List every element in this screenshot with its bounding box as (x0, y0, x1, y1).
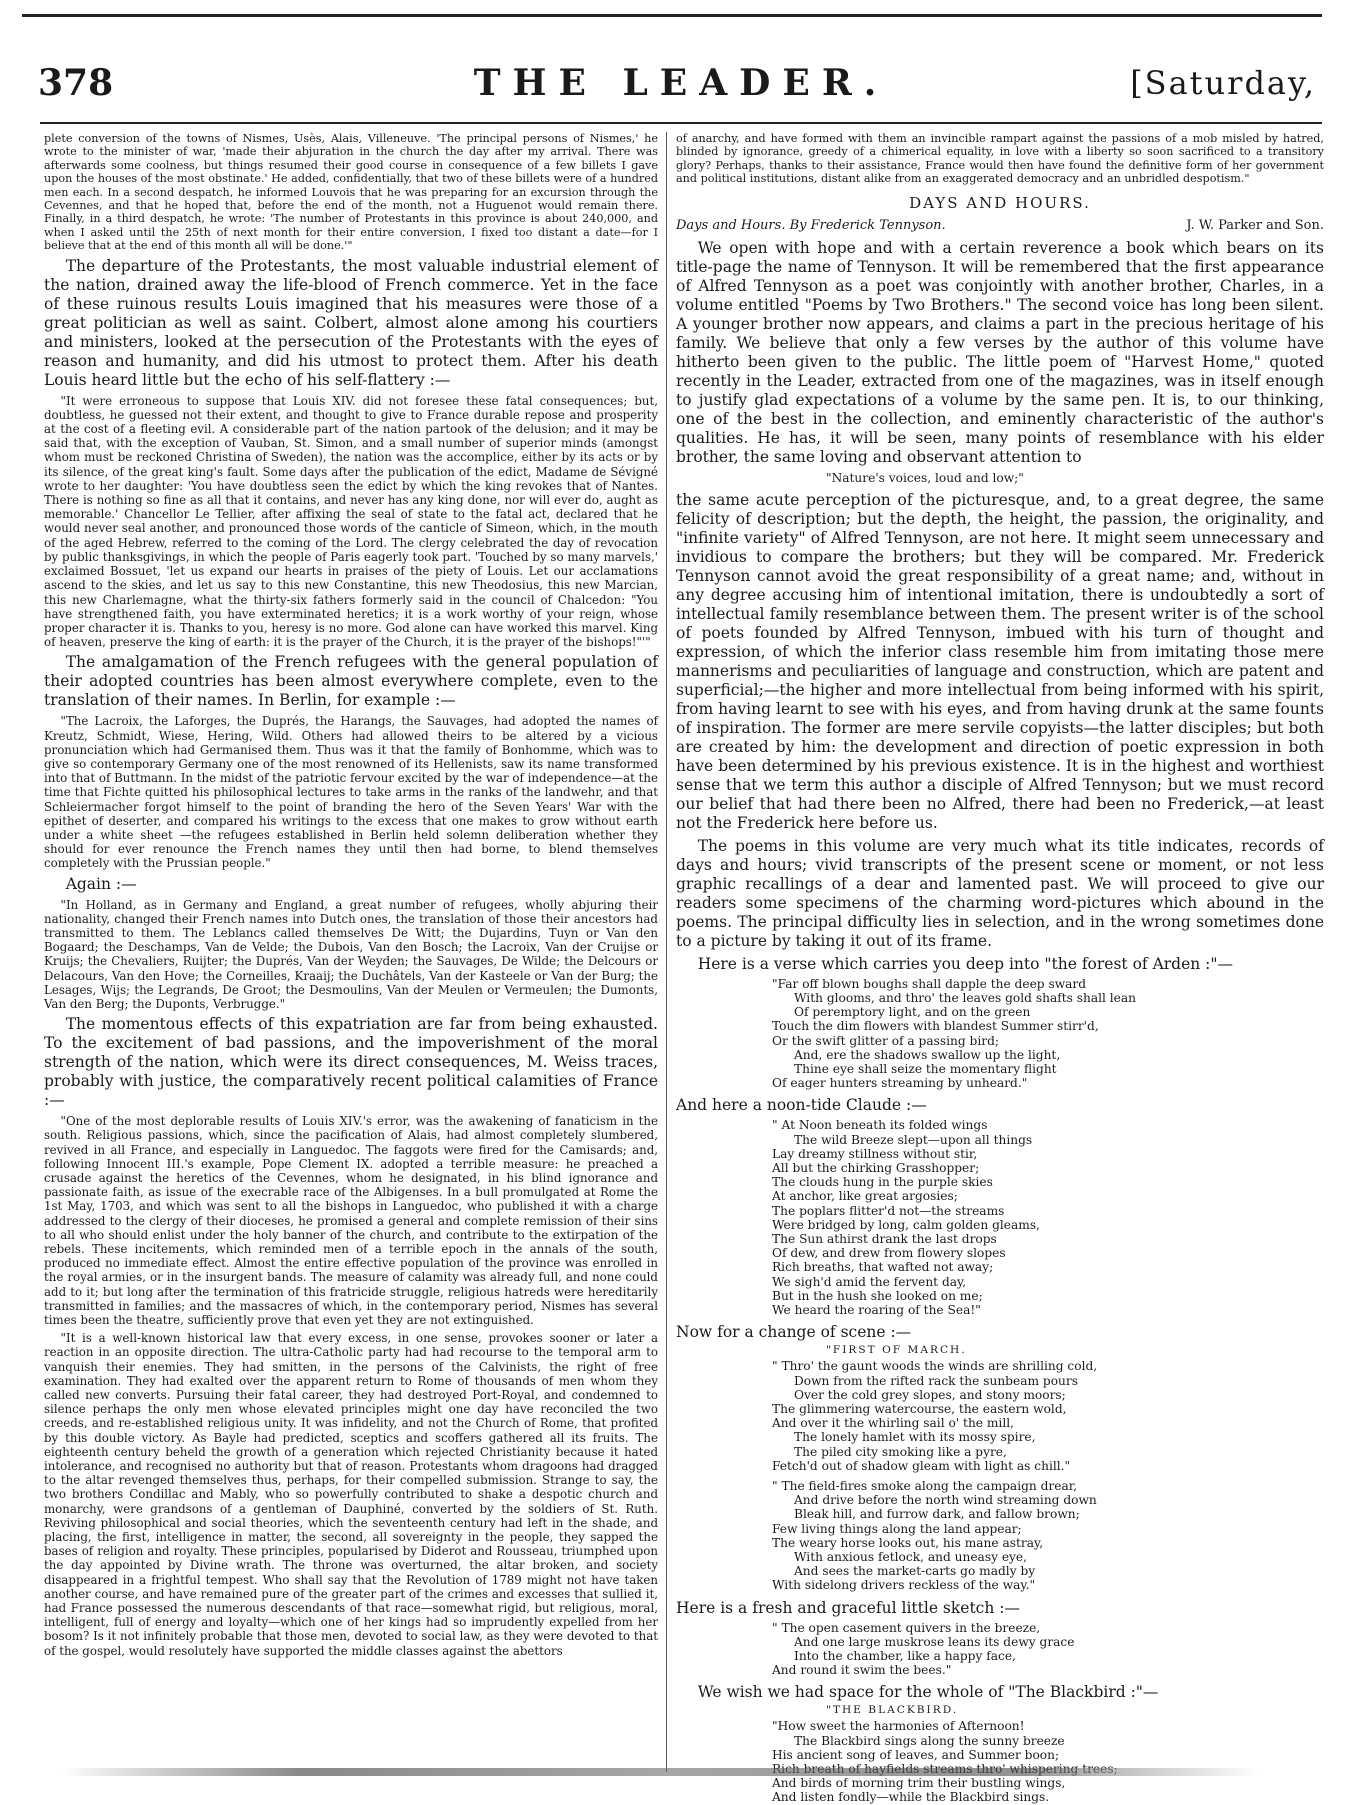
verse-line: Fetch'd out of shadow gleam with light as chill." (772, 1458, 1071, 1473)
verse-line: And, ere the shadows swallow up the light, (794, 1047, 1061, 1062)
verse-line: At anchor, like great argosies; (772, 1189, 958, 1204)
column-divider (666, 132, 667, 1772)
scan-shadow (60, 1768, 1260, 1776)
left-quote-fanaticism: "One of the most deplorable results of Louis XIV.'s error, was the awakening of fanaticism in the south. Religious passions, which, since the pacification of Alais, had almost completely slumbered, revived in all France, and especially in Languedoc. The faggots were fired for the Camisards; and, following Innocent III.'s example, Pope Clement IX. adopted a terrible measure: he preached a crusade against the heretics of the Cevennes, whom he designated, in his blind ignorance and passionate faith, as issue of the execrable race of the Albigenses. In a bull promulgated at Rome the 1st May, 1703, and which was sent to all the bishops in Languedoc, who published it with a charge addressed to the clergy of their dioceses, he promised a general and complete remission of their sins to all who should enlist under the holy banner of the church, and contribute to the extirpation of the rebels. These incitements, which reminded men of a terrible epoch in the annals of the south, produced no immediate effect. Almost the entire effective population of the province was enrolled in the royal armies, or in the insurgent bands. The measure of calamity was already full, and none could add to it; but long after the termination of this fratricide struggle, religious hatreds were hereditarily transmitted in families; and the massacres of which, in the contemporary period, Nismes has several times been the theatre, sufficiently prove that even yet they are not extinguished. (44, 1114, 658, 1328)
verse-line: "How sweet the harmonies of Afternoon! (772, 1719, 1025, 1734)
right-column (676, 132, 1324, 1805)
verse-line: Of eager hunters streaming by unheard." (772, 1076, 1028, 1091)
verse-line: The weary horse looks out, his mane astray, (772, 1535, 1044, 1550)
verse-line: Over the cold grey slopes, and stony moors; (794, 1387, 1066, 1402)
lead-in-sketch: Here is a fresh and graceful little sketch :— (676, 1598, 1020, 1617)
lead-in-change: Now for a change of scene :— (676, 1323, 912, 1342)
verse-line: Few living things along the land appear; (772, 1521, 1022, 1536)
issue-day: [Saturday, (1130, 64, 1316, 102)
verse-line: " At Noon beneath its folded wings (772, 1118, 988, 1133)
book-title: Days and Hours. By Frederick Tennyson. (676, 217, 946, 233)
verse-line: And sees the market-carts go madly by (794, 1564, 1036, 1579)
left-paragraph-amalgamation: The amalgamation of the French refugees with the general population of their adopted countries has been almost everywhere complete, even to the translation of their names. In Berlin, for example :— (44, 653, 658, 710)
right-quote-continued: of anarchy, and have formed with them an invincible rampart against the passions of a mob misled by hatred, blinded by ignorance, greedy of a chimerical equality, in love with a liberty so soon sacrificed to a transitory glory? Perhaps, thanks to their assistance, France would then have found the definitive form of her government and political institutions, distant alike from an exaggerated democracy and an unbridled despotism." (676, 132, 1324, 186)
masthead: THE LEADER. (473, 62, 889, 104)
left-paragraph-momentous: The momentous effects of this expatriation are far from being exhausted. To the excitement of bad passions, and the impoverishment of the moral strength of the nation, which were its direct consequences, M. Weiss traces, probably with justice, the comparatively recent political calamities of France :— (44, 1015, 658, 1110)
verse-line: And listen fondly—while the Blackbird sings. (772, 1790, 1050, 1805)
verse-march-2 (676, 1479, 1324, 1593)
verse-line: The poplars flitter'd not—the streams (772, 1203, 1005, 1218)
verse-line: The clouds hung in the purple skies (772, 1175, 993, 1190)
verse-line: Lay dreamy stillness without stir, (772, 1146, 978, 1161)
left-quote-louis: "It were erroneous to suppose that Louis XIV. did not foresee these fatal consequences; but, doubtless, he guessed not their extent, and thought to give to France durable repose and prosperity at the cost of a fleeting evil. A considerable part of the nation partook of the delusion; and it may be said that, with the exception of Vauban, St. Simon, and a small number of superior minds (amongst whom must be reckoned Christina of Sweden), the nation was the accomplice, either by its acts or by its silence, of the great king's fault. Some days after the publication of the edict, Madame de Sévigné wrote to her daughter: 'You have doubtless seen the edict by which the king revokes that of Nantes. There is nothing so fine as all that it contains, and never has any king done, nor will ever do, aught as memorable.' Chancellor Le Tellier, after affixing the seal of state to the fatal act, declared that he would never seal another, and pronounced those words of the canticle of Simeon, which, in the mouth of the aged Hebrew, referred to the coming of the Lord. The clergy celebrated the day of revocation by public thanksgivings, in which the people of Paris eagerly took part. 'Touched by so many marvels,' exclaimed Bossuet, 'let us expand our hearts in praises of the piety of Louis. Let our acclamations ascend to the skies, and let us say to this new Constantine, this new Theodosius, this new Marcian, this new Charlemagne, what the thirty-six fathers formerly said in the council of Chalcedon: "You have strengthened faith, you have exterminated heretics; it is a work worthy of your reign, whose proper character it is. Thanks to you, heresy is no more. God alone can have worked this marvel. King of heaven, preserve the king of earth: it is the prayer of the Church, it is the prayer of the bishops!"'" (44, 393, 658, 650)
top-rule (22, 14, 1322, 17)
verse-noon (676, 1118, 1324, 1317)
verse-line: " The field-fires smoke along the campaign drear, (772, 1478, 1078, 1493)
left-quote-reaction: "It is a well-known historical law that every excess, in one sense, provokes sooner or later a reaction in an opposite direction. The ultra-Catholic party had had recourse to the temporal arm to vanquish their enemies. They had smitten, in the persons of the Calvinists, the right of free examination. They had exalted over the apparent return to Rome of thousands of men whom they called new converts. Pursuing their fatal career, they had destroyed Port-Royal, and condemned to silence perhaps the only men whose elevated principles might one day have reconciled the two creeds, and re-established religious unity. It was infidelity, and not the Church of Rome, that profited by this double victory. As Bayle had predicted, sceptics and scoffers gathered all its fruits. The eighteenth century beheld the growth of a generation which rejected Christianity because it hated intolerance, and recognised no authority but that of reason. Protestants whom dragoons had dragged to the altar revenged themselves thus, perhaps, for their compelled submission. Strange to say, the two brothers Condillac and Mably, who so powerfully contributed to shake a despotic church and monarchy, were grandsons of a gentleman of Dauphiné, converted by the soldiers of St. Ruth. Reviving philosophical and social theories, which the seventeenth century had left in the shade, and placing, the first, intelligence in matter, the second, all sovereignty in the people, they sapped the bases of religion and royalty. These principles, popularised by Diderot and Rousseau, triumphed upon the day appointed by Divine wrath. The throne was overturned, the altar broken, and society disappeared in a frightful tempest. Who shall say that the Revolution of 1789 might not have taken another course, and have remained pure of the greater part of the crimes and excesses that sullied it, had France possessed the numerous descendants of that race—somewhat rigid, but religious, moral, intelligent, full of energy and loyalty—which one of her kings had so imprudently expelled from her bosom? Is it not infinitely probable that those men, devoted to social law, as they were devoted to that of the gospel, would resolutely have supported the middle classes against the abettors (44, 1331, 658, 1658)
verse-line: " The open casement quivers in the breeze, (772, 1620, 1041, 1635)
verse-line: We sigh'd amid the fervent day, (772, 1274, 967, 1289)
lead-in-blackbird: We wish we had space for the whole of "The Blackbird :"— (697, 1683, 1159, 1702)
verse-line: Touch the dim flowers with blandest Summer stirr'd, (772, 1019, 1099, 1034)
review-paragraph-3: The poems in this volume are very much what its title indicates, records of days and hours; vivid transcripts of the present scene or moment, or not less graphic recallings of a dear and lamented past. We will proceed to give our readers some specimens of the charming word-pictures which abound in the poems. The principal difficulty lies in selection, and in the wrong sometimes done to a picture by taking it out of its frame. (676, 836, 1324, 950)
verse-line: Into the chamber, like a happy face, (794, 1648, 1016, 1663)
verse-line: Of peremptory light, and on the green (794, 1005, 1031, 1020)
left-paragraph-departure: The departure of the Protestants, the most valuable industrial element of the nation, drained away the life-blood of French commerce. Yet in the face of these ruinous results Louis imagined that his measures were those of a great politician as well as saint. Colbert, almost alone among his courtiers and ministers, looked at the persecution of the Protestants with the eyes of reason and humanity, and did his utmost to protect them. After his death Louis heard little but the echo of his self-flattery :— (44, 256, 658, 389)
verse-line: Rich breaths, that wafted not away; (772, 1260, 994, 1275)
verse-title-march: "FIRST OF MARCH. (826, 1344, 967, 1357)
verse-line: With glooms, and thro' the leaves gold shafts shall lean (794, 991, 1137, 1006)
lead-in-claude: And here a noon-tide Claude :— (676, 1096, 927, 1115)
page-number: 378 (38, 62, 114, 104)
left-column (44, 132, 658, 1772)
verse-march-1 (676, 1359, 1324, 1473)
quoted-line: "Nature's voices, loud and low;" (826, 470, 1024, 485)
left-quote-holland: "In Holland, as in Germany and England, a great number of refugees, wholly abjuring their nationality, changed their French names into Dutch ones, the translation of those their ancestors had transmitted to them. The Leblancs called themselves De Witt; the Dujardins, Tuyn or Van den Bogaard; the Deschamps, Van de Velde; the Dubois, Van den Bosch; the Lacroix, Van der Cruijse or Kruijs; the Chevaliers, Ruijter; the Duprés, Van der Weyden; the Sauvages, De Wilde; the Delcours or Delacours, Van den Hove; the Corneilles, Kraaij; the Duchâtels, Van der Kasteele or Van der Burg; the Lesages, Wijs; the Legrands, De Groot; the Desmoulins, Van der Meulen or Vermeulen; the Dumonts, Van den Berg; the Duponts, Verbrugge." (44, 897, 658, 1011)
verse-line: The Blackbird sings along the sunny breeze (794, 1733, 1065, 1748)
review-paragraph-1: We open with hope and with a certain reverence a book which bears on its title-page the name of Tennyson. It will be remembered that the first appearance of Alfred Tennyson as a poet was conjointly with another brother, Charles, in a volume entitled "Poems by Two Brothers." The second voice has long been silent. A younger brother now appears, and claims a part in the precious heritage of his family. We believe that only a few verses by the author of this volume have hitherto been given to the public. The little poem of "Harvest Home," quoted recently in the Leader, extracted from one of the magazines, was in itself enough to justify glad expectations of a volume by the same pen. It is, to our thinking, one of the best in the collection, and eminently characteristic of the author's qualities. He has, it will be seen, many points of resemblance with his elder brother, the same loving and observant attention to (676, 238, 1324, 466)
verse-line: With anxious fetlock, and uneasy eye, (794, 1549, 1028, 1564)
verse-line: With sidelong drivers reckless of the way." (772, 1578, 1036, 1593)
verse-line: And birds of morning trim their bustling wings, (772, 1776, 1066, 1791)
review-paragraph-2: the same acute perception of the picturesque, and, to a great degree, the same felicity of description; but the depth, the height, the passion, the originality, and "infinite variety" of Alfred Tennyson, are not here. It might seem unnecessary and invidious to compare the brothers; but they will be compared. Mr. Frederick Tennyson cannot avoid the great responsibility of a great name; and, without in any degree accusing him of intentional imitation, there is undoubtedly a sort of intellectual family resemblance between them. The present writer is of the school of poets founded by Alfred Tennyson, imbued with his turn of thought and expression, of which the inferior class resemble him from imitating those mere mannerisms and peculiarities of language and construction, which are patent and superficial;—the higher and more intellectual from being informed with his spirit, from having learnt to see with his eyes, and from having drunk at the same founts of inspiration. The former are mere servile copyists—the latter disciples; but both are created by him: the development and direction of poetic expression in both have been determined by his previous existence. It is in the highest and worthiest sense that we term this author a disciple of Alfred Tennyson; but we must record our belief that had there been no Alfred, there had been no Frederick,—at least not the Frederick here before us. (676, 490, 1324, 832)
verse-title-blackbird: "THE BLACKBIRD. (826, 1704, 959, 1717)
page-header (36, 62, 1326, 112)
verse-line: "Far off blown boughs shall dapple the deep sward (772, 976, 1087, 991)
verse-line: All but the chirking Grasshopper; (772, 1161, 980, 1176)
verse-line: And drive before the north wind streaming down (794, 1493, 1097, 1508)
header-rule (40, 122, 1322, 124)
verse-line: But in the hush she looked on me; (772, 1288, 983, 1303)
left-again: Again :— (65, 874, 137, 893)
verse-line: Bleak hill, and furrow dark, and fallow brown; (794, 1507, 1080, 1522)
verse-line: Or the swift glitter of a passing bird; (772, 1033, 999, 1048)
verse-line: His ancient song of leaves, and Summer boon; (772, 1747, 1060, 1762)
verse-line: And one large muskrose leans its dewy grace (794, 1634, 1075, 1649)
verse-line: We heard the roaring of the Sea!" (772, 1303, 981, 1318)
left-opening-quote: plete conversion of the towns of Nismes, Usès, Alais, Villeneuve. 'The principal persons of Nismes,' he wrote to the minister of war, 'made their abjuration in the church the day after my arrival. There was afterwards some coolness, but things resumed their good course in consequence of a few billets I gave upon the houses of the most obstinate.' He added, confidentially, that two of these billets were of a hundred men each. In a second despatch, he informed Louvois that he was preparing for an excursion through the Cevennes, and that he hoped that, before the end of the month, not a Huguenot would remain there. Finally, in a third despatch, he wrote: 'The number of Protestants in this province is about 240,000, and when I asked until the 25th of next month for their entire conversion, I fixed too distant a date—for I believe that at the end of this month all will be done.'" (44, 132, 658, 253)
verse-line: Thine eye shall seize the momentary flight (794, 1062, 1057, 1077)
verse-line: Of dew, and drew from flowery slopes (772, 1246, 1006, 1261)
verse-line: The wild Breeze slept—upon all things (794, 1132, 1033, 1147)
verse-line: Down from the rifted rack the sunbeam pours (794, 1373, 1078, 1388)
verse-line: " Thro' the gaunt woods the winds are shrilling cold, (772, 1359, 1098, 1374)
verse-line: The lonely hamlet with its mossy spire, (794, 1430, 1036, 1445)
verse-line: Were bridged by long, calm golden gleams, (772, 1217, 1040, 1232)
verse-line: The piled city smoking like a pyre, (794, 1444, 1007, 1459)
book-publisher: J. W. Parker and Son. (1186, 217, 1324, 233)
verse-casement (676, 1621, 1324, 1678)
verse-arden (676, 977, 1324, 1091)
verse-blackbird (676, 1719, 1324, 1804)
book-byline (676, 218, 1324, 233)
left-quote-berlin: "The Lacroix, the Laforges, the Duprés, the Harangs, the Sauvages, had adopted the names of Kreutz, Schmidt, Wiese, Hering, Wild. Others had allowed theirs to be altered by a vicious pronunciation which had Germanised them. Thus was it that the family of Bonhomme, which was to give so contemporary Germany one of the most renowned of its Hellenists, saw its name transformed into that of Buttmann. In the midst of the patriotic fervour excited by the war of independence—at the time that Fichte quitted his philosophical lectures to take arms in the ranks of the landwehr, and that Schleiermacher forgot himself to the point of branding the hero of the Seven Years' War with the epithet of deserter, and compared his writings to the excess that one makes to grow without earth under a white sheet —the refugees established in Berlin held solemn deliberation whether they should for ever renounce the French names they until then had borne, to blend themselves completely with the Prussian people." (44, 714, 658, 871)
verse-line: And over it the whirling sail o' the mill, (772, 1416, 1015, 1431)
verse-line: The Sun athirst drank the last drops (772, 1232, 997, 1247)
verse-line: And round it swim the bees." (772, 1663, 952, 1678)
lead-in-arden: Here is a verse which carries you deep into "the forest of Arden :"— (697, 954, 1234, 973)
section-title: DAYS AND HOURS. (909, 193, 1091, 212)
verse-line: The glimmering watercourse, the eastern wold, (772, 1401, 1067, 1416)
